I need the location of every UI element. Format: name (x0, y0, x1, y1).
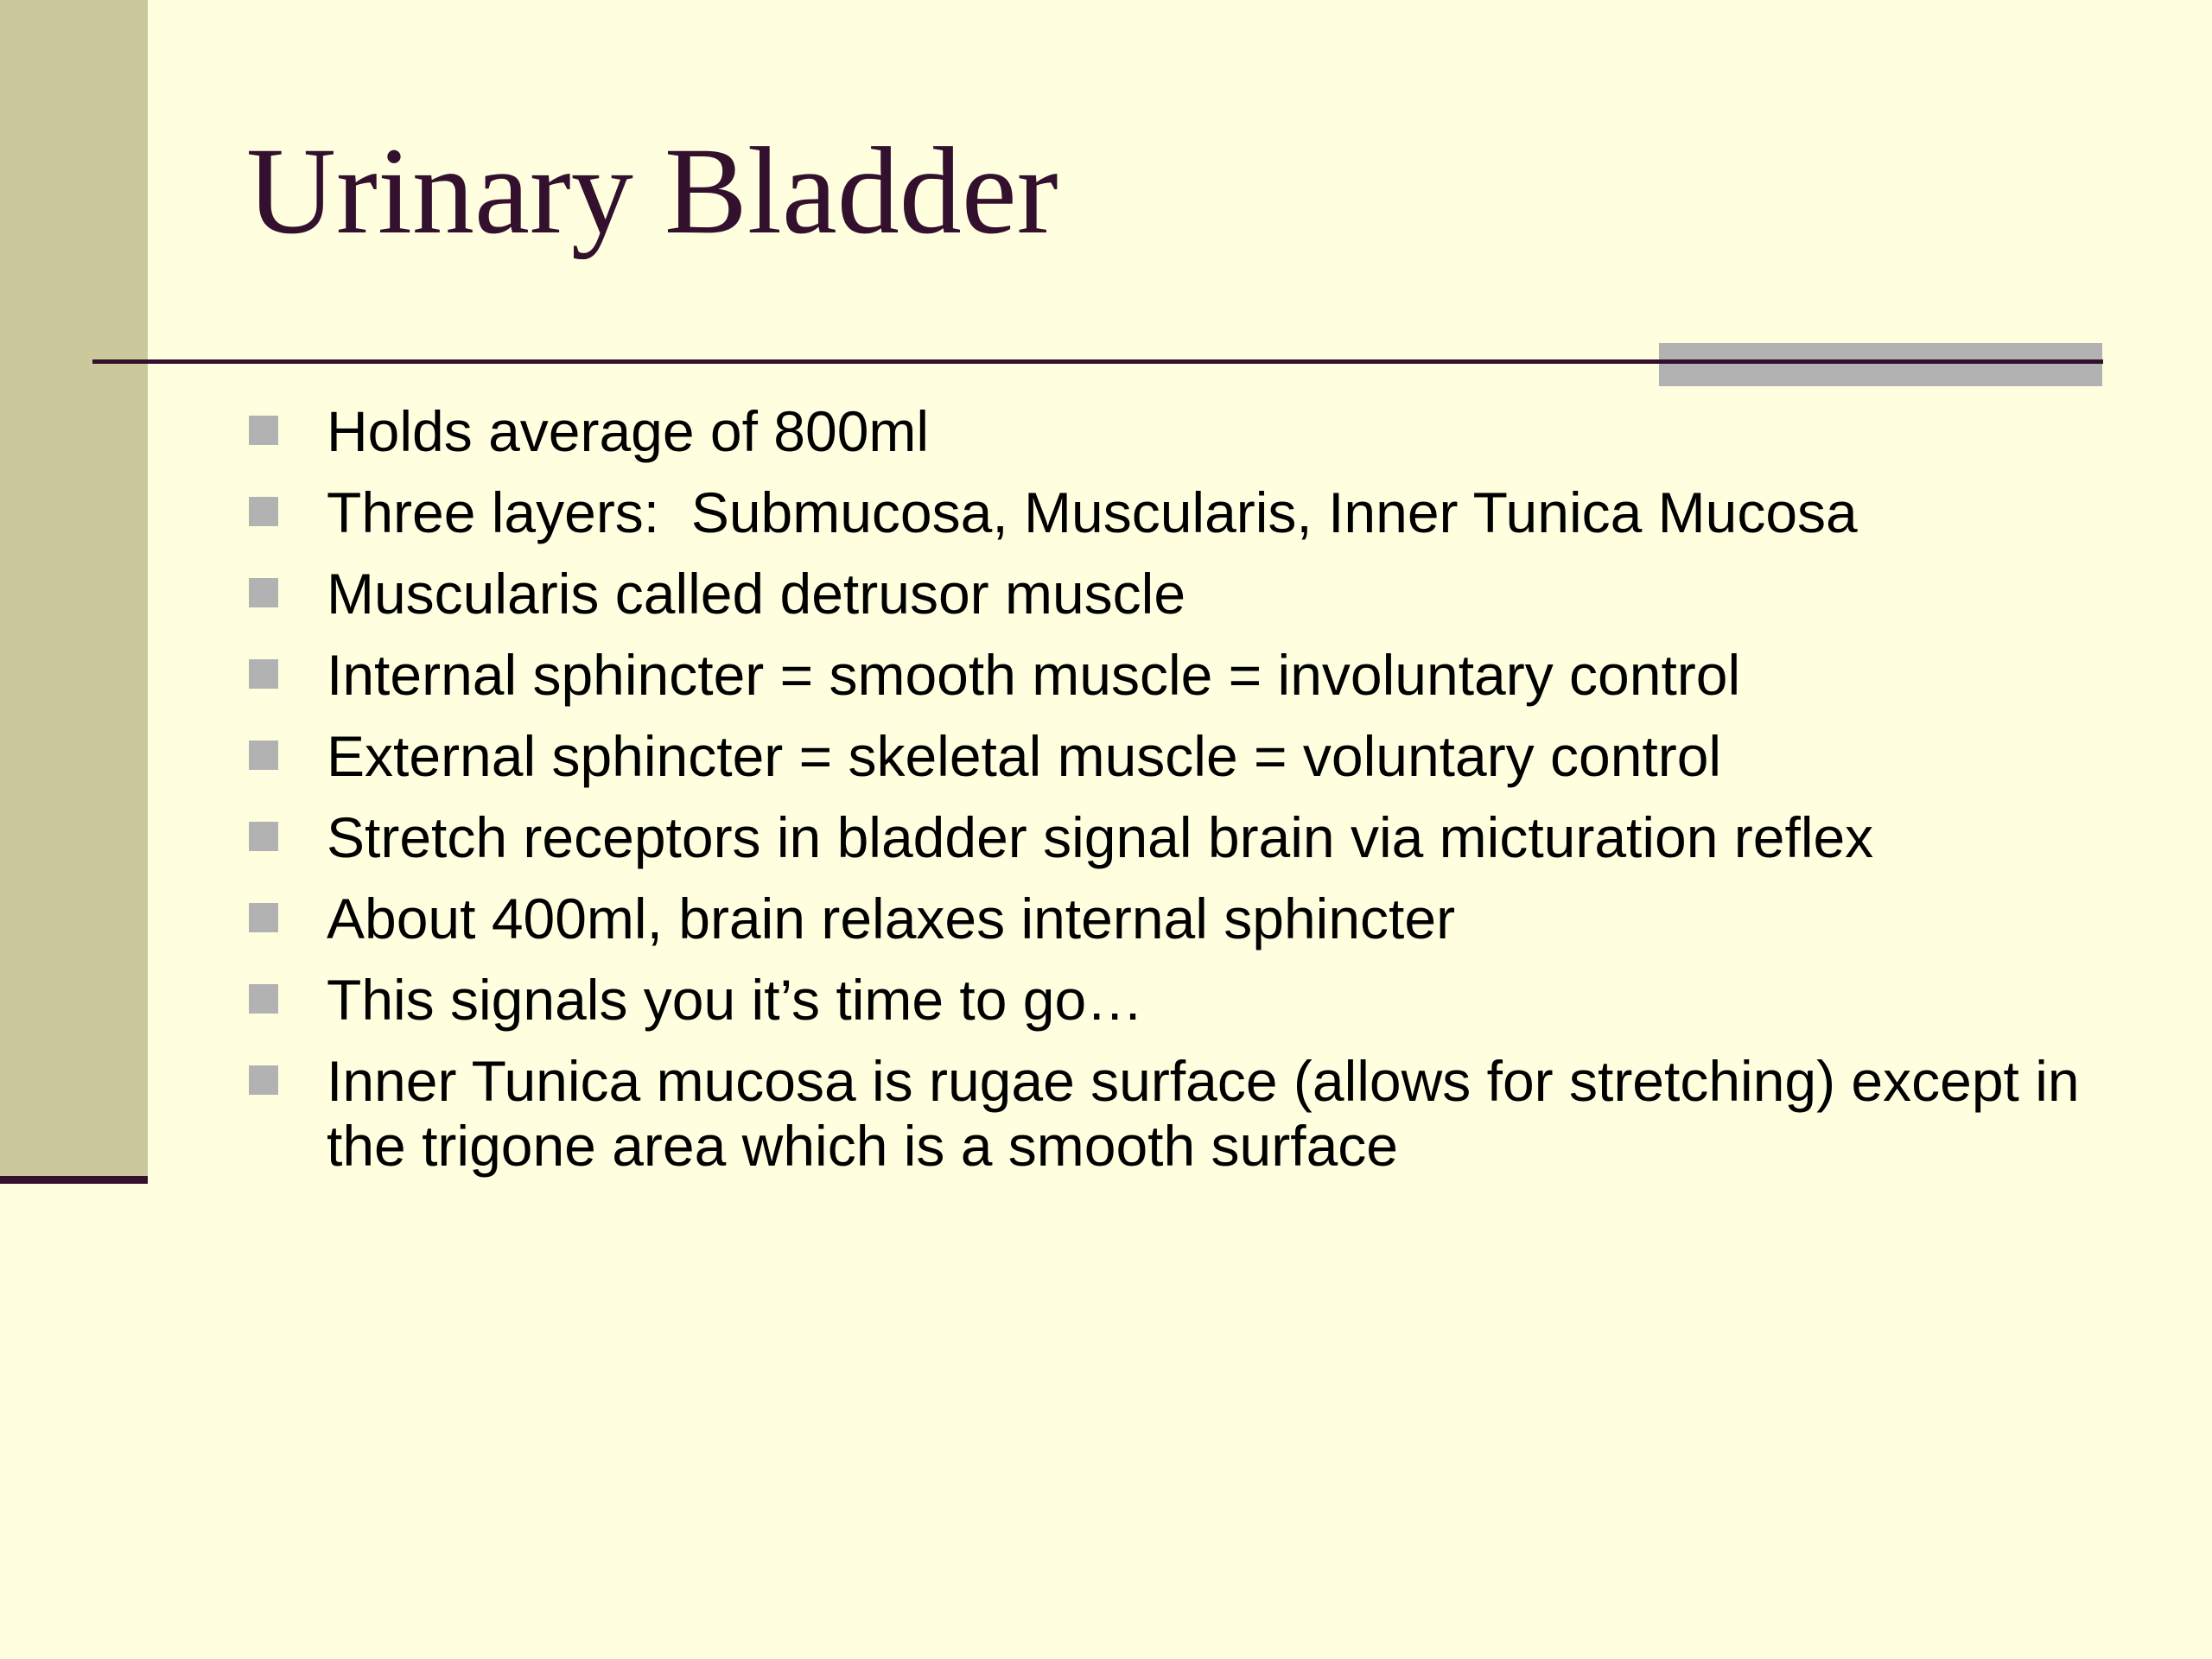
accent-bar-rule (1659, 359, 2102, 364)
side-band-underline (0, 1176, 148, 1184)
bullet-item (246, 399, 2147, 464)
bullet-text: Holds average of 800ml (327, 399, 930, 463)
square-bullet-icon (249, 741, 278, 770)
square-bullet-icon (249, 1065, 278, 1095)
square-bullet-icon (249, 497, 278, 526)
bullet-text: Stretch receptors in bladder signal brain via micturation reflex (327, 805, 1874, 869)
bullet-text: Internal sphincter = smooth muscle = involuntary control (327, 643, 1741, 707)
bullet-text: Inner Tunica mucosa is rugae surface (allows for stretching) except in the trigone area which is a smooth surface (327, 1049, 2095, 1178)
side-decor-band (0, 0, 148, 1178)
bullet-text: About 400ml, brain relaxes internal sphincter (327, 887, 1456, 950)
bullet-list (246, 399, 2147, 1195)
bullet-item (246, 1049, 2147, 1179)
bullet-item (246, 968, 2147, 1033)
bullet-text: This signals you it’s time to go… (327, 968, 1144, 1032)
bullet-item (246, 724, 2147, 789)
bullet-text: Muscularis called detrusor muscle (327, 562, 1186, 626)
slide-title: Urinary Bladder (246, 123, 1058, 260)
bullet-item (246, 887, 2147, 951)
accent-bar (1659, 343, 2102, 386)
square-bullet-icon (249, 822, 278, 851)
square-bullet-icon (249, 903, 278, 932)
square-bullet-icon (249, 984, 278, 1014)
square-bullet-icon (249, 659, 278, 689)
square-bullet-icon (249, 578, 278, 607)
bullet-item (246, 805, 2147, 870)
bullet-item (246, 480, 2147, 545)
bullet-text: Three layers: Submucosa, Muscularis, Inner Tunica Mucosa (327, 480, 1858, 544)
bullet-item (246, 643, 2147, 708)
bullet-text: External sphincter = skeletal muscle = voluntary control (327, 724, 1722, 788)
bullet-item (246, 562, 2147, 626)
square-bullet-icon (249, 416, 278, 445)
